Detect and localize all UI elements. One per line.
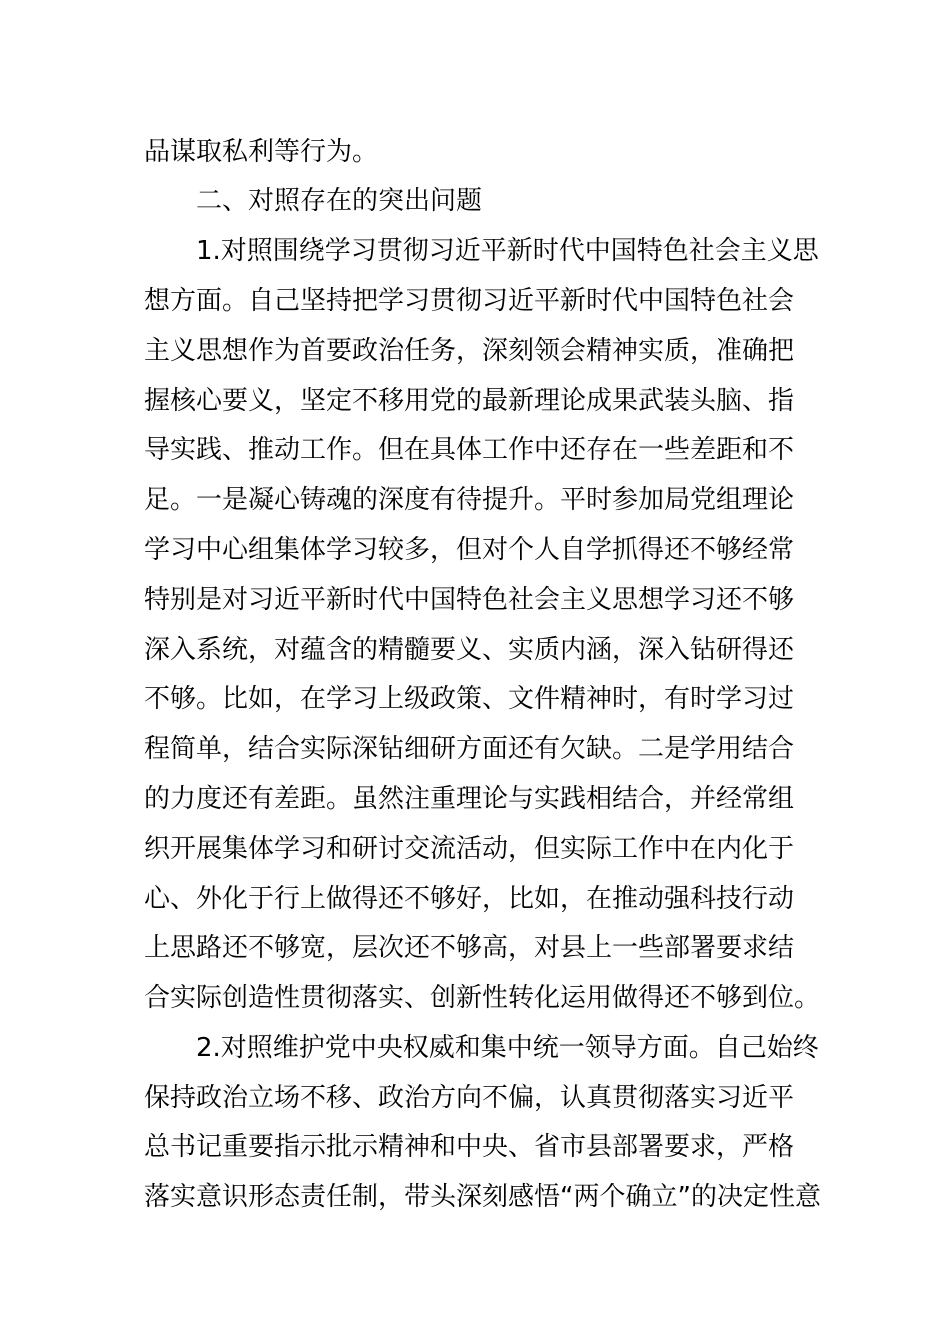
section-heading: 二、对照存在的突出问题 (196, 186, 483, 216)
text-line: 2.对照维护党中央权威和集中统一领导方面。自己始终 (196, 1033, 819, 1063)
text-line: 主义思想作为首要政治任务，深刻领会精神实质，准确把 (144, 336, 795, 366)
text-line: 心、外化于行上做得还不够好，比如，在推动强科技行动 (144, 884, 795, 914)
text-line: 想方面。自己坚持把学习贯彻习近平新时代中国特色社会 (144, 286, 795, 316)
text-line: 上思路还不够宽，层次还不够高，对县上一些部署要求结 (144, 933, 795, 963)
text-line: 落实意识形态责任制，带头深刻感悟“两个确立”的决定性意 (144, 1182, 821, 1212)
text-line: 深入系统，对蕴含的精髓要义、实质内涵，深入钻研得还 (144, 635, 795, 665)
text-line: 程简单，结合实际深钻细研方面还有欠缺。二是学用结合 (144, 734, 795, 764)
text-line: 总书记重要指示批示精神和中央、省市县部署要求，严格 (144, 1132, 795, 1162)
text-line: 不够。比如，在学习上级政策、文件精神时，有时学习过 (144, 684, 795, 714)
text-line: 特别是对习近平新时代中国特色社会主义思想学习还不够 (144, 585, 795, 615)
text-line: 握核心要义，坚定不移用党的最新理论成果武装头脑、指 (144, 386, 795, 416)
text-line: 1.对照围绕学习贯彻习近平新时代中国特色社会主义思 (196, 236, 819, 266)
text-line: 的力度还有差距。虽然注重理论与实践相结合，并经常组 (144, 784, 795, 814)
text-line: 足。一是凝心铸魂的深度有待提升。平时参加局党组理论 (144, 485, 795, 515)
text-line: 学习中心组集体学习较多，但对个人自学抓得还不够经常 (144, 535, 795, 565)
text-line: 保持政治立场不移、政治方向不偏，认真贯彻落实习近平 (144, 1083, 795, 1113)
text-line: 合实际创造性贯彻落实、创新性转化运用做得还不够到位。 (144, 983, 821, 1013)
text-line: 品谋取私利等行为。 (144, 137, 379, 167)
text-line: 织开展集体学习和研讨交流活动，但实际工作中在内化于 (144, 834, 795, 864)
text-line: 导实践、推动工作。但在具体工作中还存在一些差距和不 (144, 435, 795, 465)
